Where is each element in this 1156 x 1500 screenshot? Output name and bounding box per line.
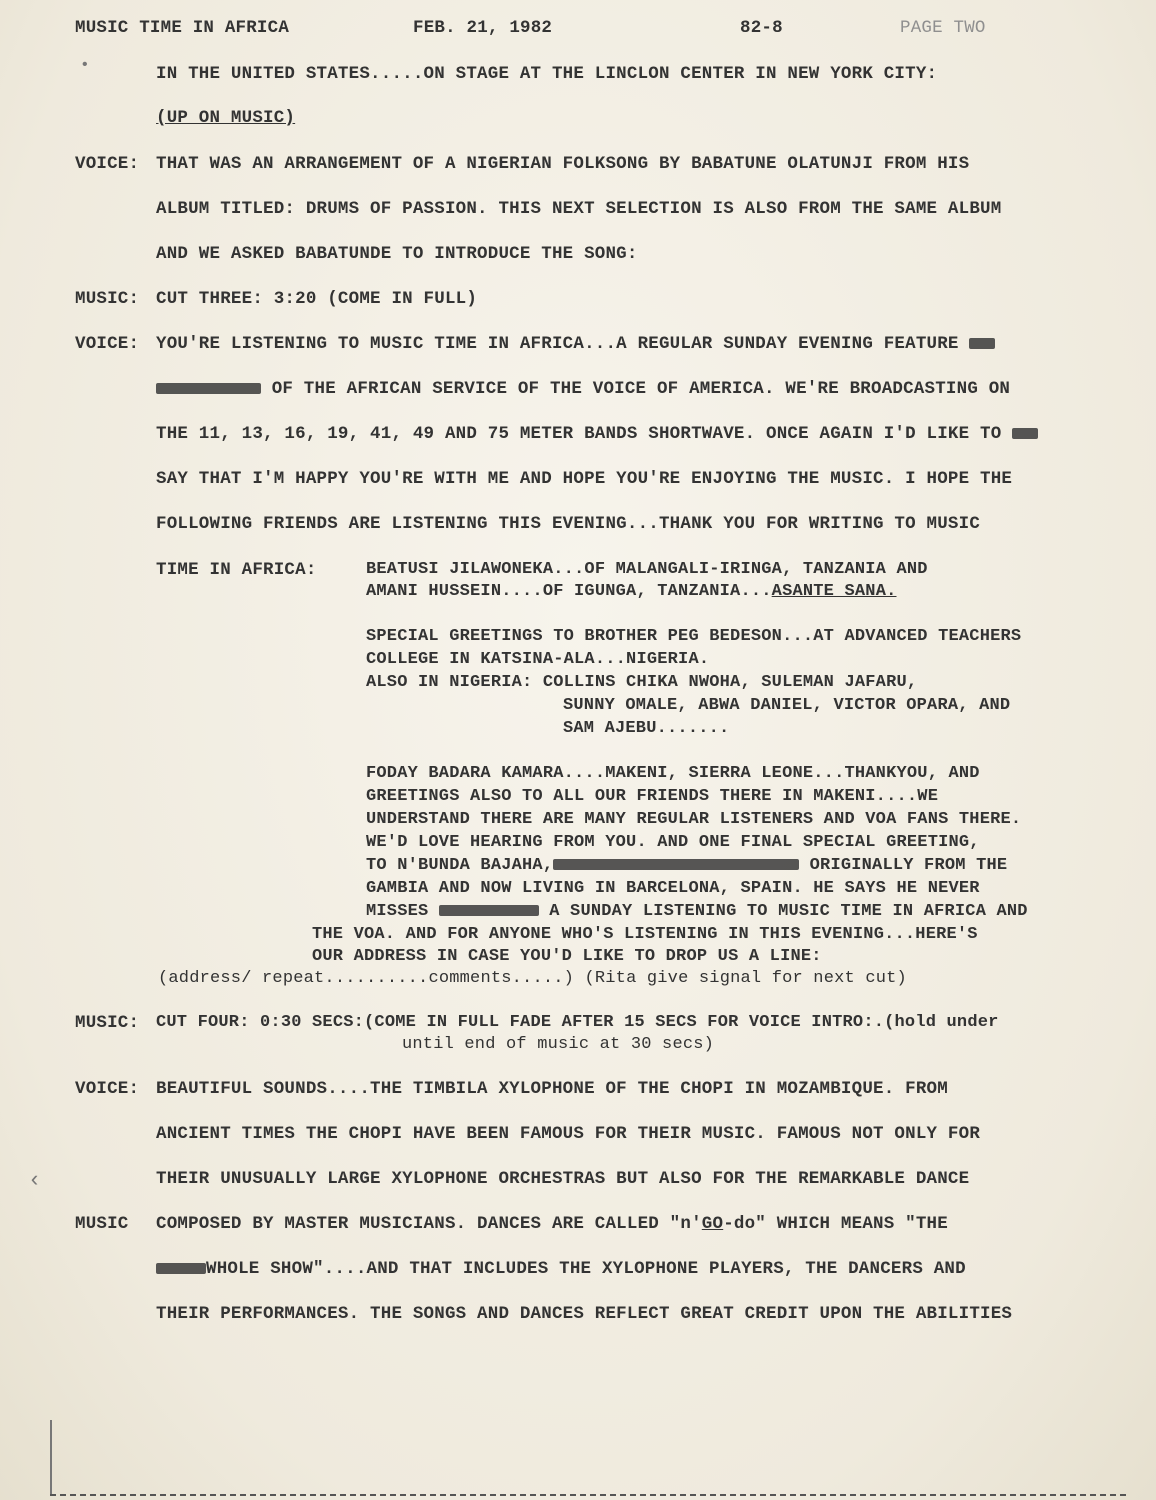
greeting-line: SAM AJEBU....... xyxy=(563,719,730,738)
script-line: THAT WAS AN ARRANGEMENT OF A NIGERIAN FOLKSONG BY BABATUNE OLATUNJI FROM HIS xyxy=(156,154,970,174)
script-line: THEIR UNUSUALLY LARGE XYLOPHONE ORCHESTRAS BUT ALSO FOR THE REMARKABLE DANCE xyxy=(156,1169,970,1189)
redaction-mark xyxy=(156,383,261,394)
page-edge-line xyxy=(50,1420,52,1495)
listener-line: BEATUSI JILAWONEKA...OF MALANGALI-IRINGA, TANZANIA AND xyxy=(366,560,928,579)
greeting-line: SPECIAL GREETINGS TO BROTHER PEG BEDESON...AT ADVANCED TEACHERS xyxy=(366,627,1022,646)
script-line: CUT FOUR: 0:30 SECS:(COME IN FULL FADE AFTER 15 SECS FOR VOICE INTRO:.(hold under xyxy=(156,1013,999,1032)
script-line: until end of music at 30 secs) xyxy=(402,1035,715,1054)
script-line: YOU'RE LISTENING TO MUSIC TIME IN AFRICA...A REGULAR SUNDAY EVENING FEATURE xyxy=(156,334,995,354)
listener-line: AMANI HUSSEIN....OF IGUNGA, TANZANIA...ASANTE SANA. xyxy=(366,582,897,601)
greeting-line: COLLEGE IN KATSINA-ALA...NIGERIA. xyxy=(366,650,710,669)
script-line: TIME IN AFRICA: xyxy=(156,560,317,580)
greeting-line: THE VOA. AND FOR ANYONE WHO'S LISTENING IN THIS EVENING...HERE'S xyxy=(312,925,978,944)
greeting-line: GAMBIA AND NOW LIVING IN BARCELONA, SPAIN. HE SAYS HE NEVER xyxy=(366,879,980,898)
speaker-label: VOICE: xyxy=(75,1079,140,1099)
greeting-line: SUNNY OMALE, ABWA DANIEL, VICTOR OPARA, AND xyxy=(563,696,1011,715)
margin-dot: • xyxy=(80,56,90,74)
header-code: 82-8 xyxy=(740,18,783,38)
script-line: SAY THAT I'M HAPPY YOU'RE WITH ME AND HOPE YOU'RE ENJOYING THE MUSIC. I HOPE THE xyxy=(156,469,1013,489)
script-line: WHOLE SHOW"....AND THAT INCLUDES THE XYLOPHONE PLAYERS, THE DANCERS AND xyxy=(156,1259,966,1279)
stage-direction: (address/ repeat..........comments.....) (Rita give signal for next cut) xyxy=(158,969,907,988)
redaction-mark xyxy=(156,1263,206,1274)
greeting-line: FODAY BADARA KAMARA....MAKENI, SIERRA LEONE...THANKYOU, AND xyxy=(366,764,980,783)
greeting-line: ALSO IN NIGERIA: COLLINS CHIKA NWOHA, SULEMAN JAFARU, xyxy=(366,673,918,692)
script-line: COMPOSED BY MASTER MUSICIANS. DANCES ARE CALLED "n'GO-do" WHICH MEANS "THE xyxy=(156,1214,948,1234)
script-line: AND WE ASKED BABATUNDE TO INTRODUCE THE SONG: xyxy=(156,244,638,264)
header-page: PAGE TWO xyxy=(900,18,986,38)
page-bottom-line xyxy=(50,1494,1126,1496)
speaker-label: MUSIC: xyxy=(75,289,140,309)
redaction-mark xyxy=(439,905,539,916)
redaction-mark xyxy=(553,859,799,870)
script-line: IN THE UNITED STATES.....ON STAGE AT THE LINCLON CENTER IN NEW YORK CITY: xyxy=(156,64,938,84)
speaker-label: MUSIC xyxy=(75,1214,129,1234)
greeting-line: UNDERSTAND THERE ARE MANY REGULAR LISTENERS AND VOA FANS THERE. xyxy=(366,810,1022,829)
header-program: MUSIC TIME IN AFRICA xyxy=(75,18,290,38)
redaction-mark xyxy=(969,338,995,349)
script-line: THE 11, 13, 16, 19, 41, 49 AND 75 METER BANDS SHORTWAVE. ONCE AGAIN I'D LIKE TO xyxy=(156,424,1038,444)
script-line: CUT THREE: 3:20 (COME IN FULL) xyxy=(156,289,478,309)
script-line: OF THE AFRICAN SERVICE OF THE VOICE OF AMERICA. WE'RE BROADCASTING ON xyxy=(156,379,1010,399)
greeting-line: OUR ADDRESS IN CASE YOU'D LIKE TO DROP US A LINE: xyxy=(312,947,822,966)
speaker-label: MUSIC: xyxy=(75,1013,140,1033)
script-line: FOLLOWING FRIENDS ARE LISTENING THIS EVENING...THANK YOU FOR WRITING TO MUSIC xyxy=(156,514,981,534)
script-line: ALBUM TITLED: DRUMS OF PASSION. THIS NEXT SELECTION IS ALSO FROM THE SAME ALBUM xyxy=(156,199,1002,219)
redaction-mark xyxy=(1012,428,1038,439)
script-line: BEAUTIFUL SOUNDS....THE TIMBILA XYLOPHONE OF THE CHOPI IN MOZAMBIQUE. FROM xyxy=(156,1079,948,1099)
greeting-line: TO N'BUNDA BAJAHA, ORIGINALLY FROM THE xyxy=(366,856,1008,875)
speaker-label: VOICE: xyxy=(75,154,140,174)
script-line: ANCIENT TIMES THE CHOPI HAVE BEEN FAMOUS FOR THEIR MUSIC. FAMOUS NOT ONLY FOR xyxy=(156,1124,981,1144)
greeting-line: GREETINGS ALSO TO ALL OUR FRIENDS THERE IN MAKENI....WE xyxy=(366,787,939,806)
margin-check-mark: ‹ xyxy=(28,1168,42,1193)
greeting-line: MISSES A SUNDAY LISTENING TO MUSIC TIME IN AFRICA AND xyxy=(366,902,1028,921)
stage-direction: (UP ON MUSIC) xyxy=(156,108,296,128)
header-date: FEB. 21, 1982 xyxy=(413,18,553,38)
script-line: THEIR PERFORMANCES. THE SONGS AND DANCES REFLECT GREAT CREDIT UPON THE ABILITIES xyxy=(156,1304,1013,1324)
speaker-label: VOICE: xyxy=(75,334,140,354)
greeting-line: WE'D LOVE HEARING FROM YOU. AND ONE FINAL SPECIAL GREETING, xyxy=(366,833,980,852)
